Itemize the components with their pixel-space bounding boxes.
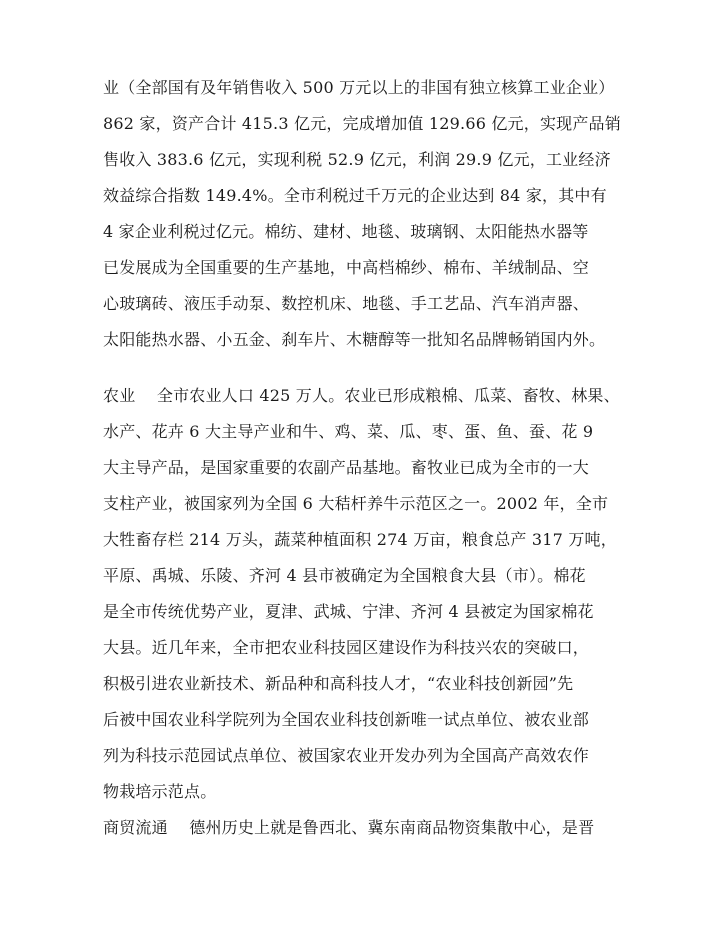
text-line: 心玻璃砖、液压手动泵、数控机床、地毯、手工艺品、汽车消声器、 [103, 294, 590, 313]
text-line: 大县。近几年来，全市把农业科技园区建设作为科技兴农的突破口， [103, 638, 590, 657]
text-line: 是全市传统优势产业，夏津、武城、宁津、齐河 4 县被定为国家棉花 [103, 602, 594, 621]
text-line: 862 家，资产合计 415.3 亿元，完成增加值 129.66 亿元，实现产品销 [103, 114, 621, 133]
text-line: 后被中国农业科学院列为全国农业科技创新唯一试点单位、被农业部 [103, 710, 590, 729]
text-line: 大牲畜存栏 214 万头，蔬菜种植面积 274 万亩，粮食总产 317 万吨， [103, 530, 617, 549]
text-line: 业（全部国有及年销售收入 500 万元以上的非国有独立核算工业企业） [103, 78, 615, 97]
text-line: 大主导产品，是国家重要的农副产品基地。畜牧业已成为全市的一大 [103, 458, 590, 477]
text-line: 太阳能热水器、小五金、刹车片、木糖醇等一批知名品牌畅销国内外。 [103, 330, 606, 349]
text-line: 商贸流通 德州历史上就是鲁西北、冀东南商品物资集散中心，是晋 [103, 818, 595, 837]
text-line: 水产、花卉 6 大主导产业和牛、鸡、菜、瓜、枣、蛋、鱼、蚕、花 9 [103, 422, 594, 441]
text-line: 售收入 383.6 亿元，实现利税 52.9 亿元，利润 29.9 亿元，工业经济 [103, 150, 611, 169]
text-line: 平原、禹城、乐陵、齐河 4 县市被确定为全国粮食大县（市）。棉花 [103, 566, 586, 585]
text-line: 积极引进农业新技术、新品种和高科技人才，“农业科技创新园”先 [103, 674, 574, 693]
text-line: 效益综合指数 149.4%。全市利税过千万元的企业达到 84 家，其中有 [103, 186, 607, 205]
text-line: 农业 全市农业人口 425 万人。农业已形成粮棉、瓜菜、畜牧、林果、 [103, 386, 620, 405]
text-line: 已发展成为全国重要的生产基地，中高档棉纱、棉布、羊绒制品、空 [103, 258, 590, 277]
text-line: 物栽培示范点。 [103, 782, 217, 801]
text-line: 支柱产业，被国家列为全国 6 大秸杆养牛示范区之一。2002 年，全市 [103, 494, 609, 513]
text-line: 4 家企业利税过亿元。棉纺、建材、地毯、玻璃钢、太阳能热水器等 [103, 222, 589, 241]
text-line: 列为科技示范园试点单位、被国家农业开发办列为全国高产高效农作 [103, 746, 590, 765]
